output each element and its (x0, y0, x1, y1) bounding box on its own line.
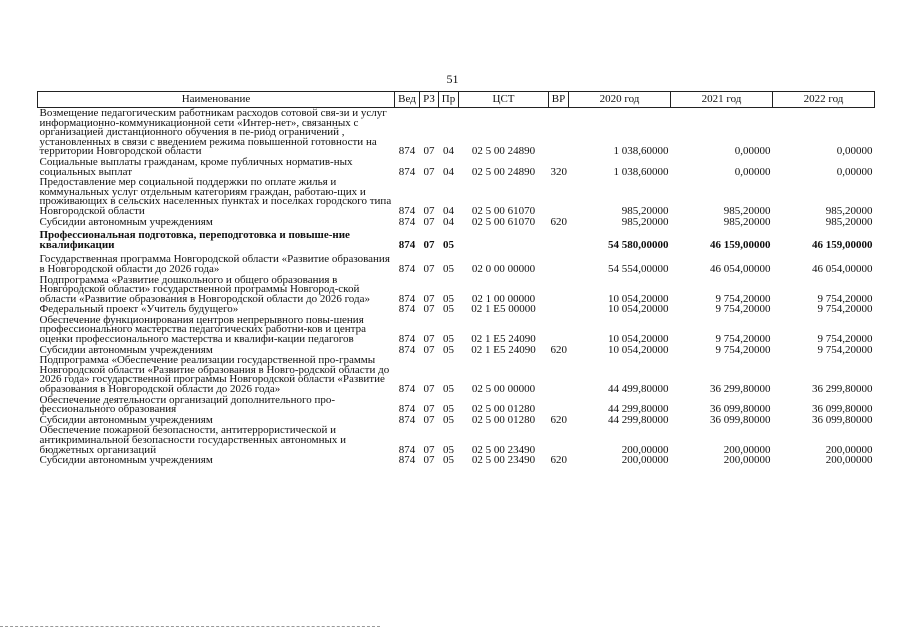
cell-cst: 02 5 00 24890 (471, 145, 536, 158)
cell-2022: 9 754,20000 (817, 303, 873, 316)
cell-pr: 05 (443, 413, 454, 426)
cell-pr: 05 (443, 333, 454, 346)
cell-ved: 874 (398, 204, 416, 217)
cell-2020: 10 054,20000 (608, 343, 669, 356)
cell-cst: 02 1 E5 24090 (471, 343, 536, 356)
cell-cst: 02 5 00 23490 (471, 454, 536, 467)
cell-2020: 200,00000 (621, 454, 669, 467)
cell-2022: 985,20000 (825, 204, 873, 217)
cell-2021: 36 299,80000 (710, 383, 771, 396)
cell-2021: 985,20000 (723, 204, 771, 217)
cell-name: Обеспечение пожарной безопасности, антитеррористической и антикриминальной безопасности государственных автономных и бюджетных организаций (39, 424, 346, 456)
cell-pr: 05 (443, 454, 454, 467)
cell-rz: 07 (423, 454, 435, 467)
cell-2022: 200,00000 (825, 454, 873, 467)
cell-rz: 07 (423, 262, 435, 275)
cell-2022: 0,00000 (836, 145, 873, 158)
cell-cst: 02 0 00 00000 (471, 262, 536, 275)
cell-name: Обеспечение функционирования центров непрерывного повы-шения профессионального мастерства педагогических работни-ков и центра оценки профессионального мастерства и квалифи-кации педагогов (39, 313, 366, 346)
cell-2021: 9 754,20000 (715, 343, 771, 356)
table-row (38, 227, 875, 254)
cell-2020: 985,20000 (621, 204, 669, 217)
cell-rz: 07 (423, 215, 435, 228)
cell-vr: 620 (550, 413, 567, 426)
cell-rz: 07 (423, 343, 435, 356)
cell-pr: 05 (443, 262, 454, 275)
cell-2021: 0,00000 (734, 165, 771, 178)
cell-name: Подпрограмма «Обеспечение реализации государственной про-граммы Новгородской области «Развитие образования в Новго-родской области до 2026 года» государственной программы Новгородской области «Развитие образования в Новгородской области до 2026 года» (39, 354, 390, 396)
cell-pr: 05 (443, 383, 454, 396)
cell-vr (549, 315, 569, 345)
table-row (38, 217, 875, 228)
cell-ved: 874 (398, 454, 416, 467)
cell-rz: 07 (423, 145, 435, 158)
cell-name: Возмещение педагогическим работникам расходов сотовой свя-зи и услуг информационно-коммуникационной сети «Интер-нет», связанных с организацией дистанционного обучения в пе-риод ограничений , установленных в связи с введением режима повышенной готовности на территории Новгородской области (39, 107, 387, 158)
cell-pr: 05 (443, 303, 454, 316)
header-cst: ЦСТ (459, 92, 549, 108)
cell-pr: 04 (443, 204, 454, 217)
header-2020: 2020 год (569, 92, 671, 108)
cell-name: Федеральный проект «Учитель будущего» (39, 303, 239, 316)
table-header (38, 92, 875, 108)
cell-cst: 02 5 00 00000 (471, 383, 536, 396)
cell-name: Подпрограмма «Развитие дошкольного и общего образования в Новгородской области» государственной программы Новгород-ской области «Развитие образования в Новгородской области до 2026 года» (39, 273, 370, 305)
cell-name: Обеспечение деятельности организаций дополнительного про-фессионального образования (39, 393, 335, 416)
cell-ved: 874 (398, 443, 416, 456)
header-2022: 2022 год (773, 92, 875, 108)
cell-ved: 874 (398, 215, 416, 228)
cell-vr (549, 304, 569, 315)
header-rz: РЗ (420, 92, 439, 108)
cell-rz: 07 (423, 413, 435, 426)
cell-name: Субсидии автономным учреждениям (39, 454, 213, 467)
table-row (38, 108, 875, 157)
cell-vr (549, 227, 569, 254)
cell-name: Субсидии автономным учреждениям (39, 343, 213, 356)
cell-2020: 985,20000 (621, 215, 669, 228)
cell-ved: 874 (398, 333, 416, 346)
cell-rz: 07 (423, 292, 435, 305)
cell-2021: 46 054,00000 (710, 262, 771, 275)
cell-ved: 874 (398, 303, 416, 316)
table-row (38, 177, 875, 216)
table-row (38, 395, 875, 415)
cell-2022: 36 099,80000 (812, 403, 873, 416)
cell-rz: 07 (423, 204, 435, 217)
cell-name: Государственная программа Новгородской области «Развитие образования в Новгородской области до 2026 года» (39, 253, 390, 275)
table-row (38, 157, 875, 177)
cell-rz: 07 (423, 443, 435, 456)
cell-2021: 200,00000 (723, 454, 771, 467)
cell-pr: 05 (443, 443, 454, 456)
cell-vr (549, 275, 569, 305)
header-2021: 2021 год (671, 92, 773, 108)
table-row (38, 315, 875, 345)
cell-pr: 05 (443, 292, 454, 305)
cell-2022: 46 159,00000 (812, 238, 873, 251)
cell-2020: 200,00000 (621, 443, 669, 456)
cell-2022: 36 099,80000 (812, 413, 873, 426)
cell-2022: 46 054,00000 (812, 262, 873, 275)
cell-cst: 02 5 00 23490 (471, 443, 536, 456)
cell-name: Профессиональная подготовка, переподготовка и повыше-ние квалификации (39, 229, 350, 251)
cell-2022: 36 299,80000 (812, 383, 873, 396)
cell-rz: 07 (423, 165, 435, 178)
cell-ved: 874 (398, 413, 416, 426)
cell-2022: 9 754,20000 (817, 333, 873, 346)
cell-2022: 985,20000 (825, 215, 873, 228)
cell-2021: 9 754,20000 (715, 292, 771, 305)
cell-2020: 54 580,00000 (608, 238, 669, 251)
cell-2022: 9 754,20000 (817, 343, 873, 356)
cell-2021: 200,00000 (723, 443, 771, 456)
cell-ved: 874 (398, 343, 416, 356)
cell-pr: 05 (443, 403, 454, 416)
cell-ved: 874 (398, 403, 416, 416)
header-row (38, 92, 875, 108)
cell-rz: 07 (423, 333, 435, 346)
cell-ved: 874 (398, 383, 416, 396)
cell-vr (549, 425, 569, 455)
cell-2020: 54 554,00000 (608, 262, 669, 275)
cell-rz: 07 (423, 383, 435, 396)
cell-2020: 1 038,60000 (613, 165, 669, 178)
cell-ved: 874 (398, 165, 416, 178)
cell-2022: 0,00000 (836, 165, 873, 178)
cell-ved: 874 (398, 292, 416, 305)
cell-2020: 1 038,60000 (613, 145, 669, 158)
header-vr: ВР (549, 92, 569, 108)
cell-2020: 10 054,20000 (608, 303, 669, 316)
cell-2020: 44 299,80000 (608, 403, 669, 416)
cell-ved: 874 (398, 238, 416, 251)
cell-pr: 04 (443, 215, 454, 228)
cell-ved: 874 (398, 262, 416, 275)
cell-2021: 985,20000 (723, 215, 771, 228)
cell-cst: 02 5 00 61070 (471, 215, 536, 228)
cell-cst: 02 5 00 01280 (471, 413, 536, 426)
cell-vr (549, 395, 569, 415)
cell-pr: 05 (443, 343, 454, 356)
cell-2021: 0,00000 (734, 145, 771, 158)
cell-2022: 200,00000 (825, 443, 873, 456)
cell-2021: 46 159,00000 (710, 238, 771, 251)
cell-2020: 44 299,80000 (608, 413, 669, 426)
cell-cst: 02 1 E5 24090 (471, 333, 536, 346)
header-name: Наименование (38, 92, 395, 108)
page-number: 51 (446, 72, 459, 86)
cell-name: Предоставление мер социальной поддержки по оплате жилья и коммунальных услуг отдельным категориям граждан, работаю-щих и проживающих в сельских населенных пунктах и поселках городского типа Новгородской области (39, 176, 392, 217)
table-row (38, 455, 875, 466)
cell-pr: 04 (443, 145, 454, 158)
cell-2021: 36 099,80000 (710, 403, 771, 416)
page-bottom-rule (0, 626, 380, 627)
cell-2021: 9 754,20000 (715, 333, 771, 346)
table-body (38, 108, 875, 466)
cell-pr: 04 (443, 165, 454, 178)
budget-table (37, 91, 875, 466)
cell-2020: 44 499,80000 (608, 383, 669, 396)
header-pr: Пр (439, 92, 459, 108)
header-ved: Вед (395, 92, 420, 108)
cell-vr: 320 (550, 165, 567, 178)
cell-name: Субсидии автономным учреждениям (39, 413, 213, 426)
cell-vr: 620 (550, 454, 567, 467)
cell-vr (549, 355, 569, 394)
cell-cst: 02 5 00 01280 (471, 403, 536, 416)
table-row (38, 425, 875, 455)
table-row (38, 275, 875, 305)
cell-cst: 02 1 E5 00000 (471, 303, 536, 316)
cell-2021: 36 099,80000 (710, 413, 771, 426)
cell-vr: 620 (550, 343, 567, 356)
cell-2022: 9 754,20000 (817, 292, 873, 305)
cell-ved: 874 (398, 145, 416, 158)
cell-cst: 02 1 00 00000 (471, 292, 536, 305)
cell-cst: 02 5 00 61070 (471, 204, 536, 217)
cell-vr: 620 (550, 215, 567, 228)
cell-2020: 10 054,20000 (608, 333, 669, 346)
cell-cst (459, 227, 549, 254)
cell-pr: 05 (443, 238, 454, 251)
cell-rz: 07 (423, 238, 435, 251)
cell-rz: 07 (423, 403, 435, 416)
cell-vr (549, 108, 569, 157)
cell-name: Социальные выплаты гражданам, кроме публичных норматив-ных социальных выплат (39, 155, 353, 178)
table-row (38, 355, 875, 394)
cell-vr (549, 254, 569, 274)
cell-2021: 9 754,20000 (715, 303, 771, 316)
cell-vr (549, 177, 569, 216)
table-row (38, 254, 875, 274)
cell-2020: 10 054,20000 (608, 292, 669, 305)
cell-rz: 07 (423, 303, 435, 316)
cell-name: Субсидии автономным учреждениям (39, 215, 213, 228)
cell-cst: 02 5 00 24890 (471, 165, 536, 178)
